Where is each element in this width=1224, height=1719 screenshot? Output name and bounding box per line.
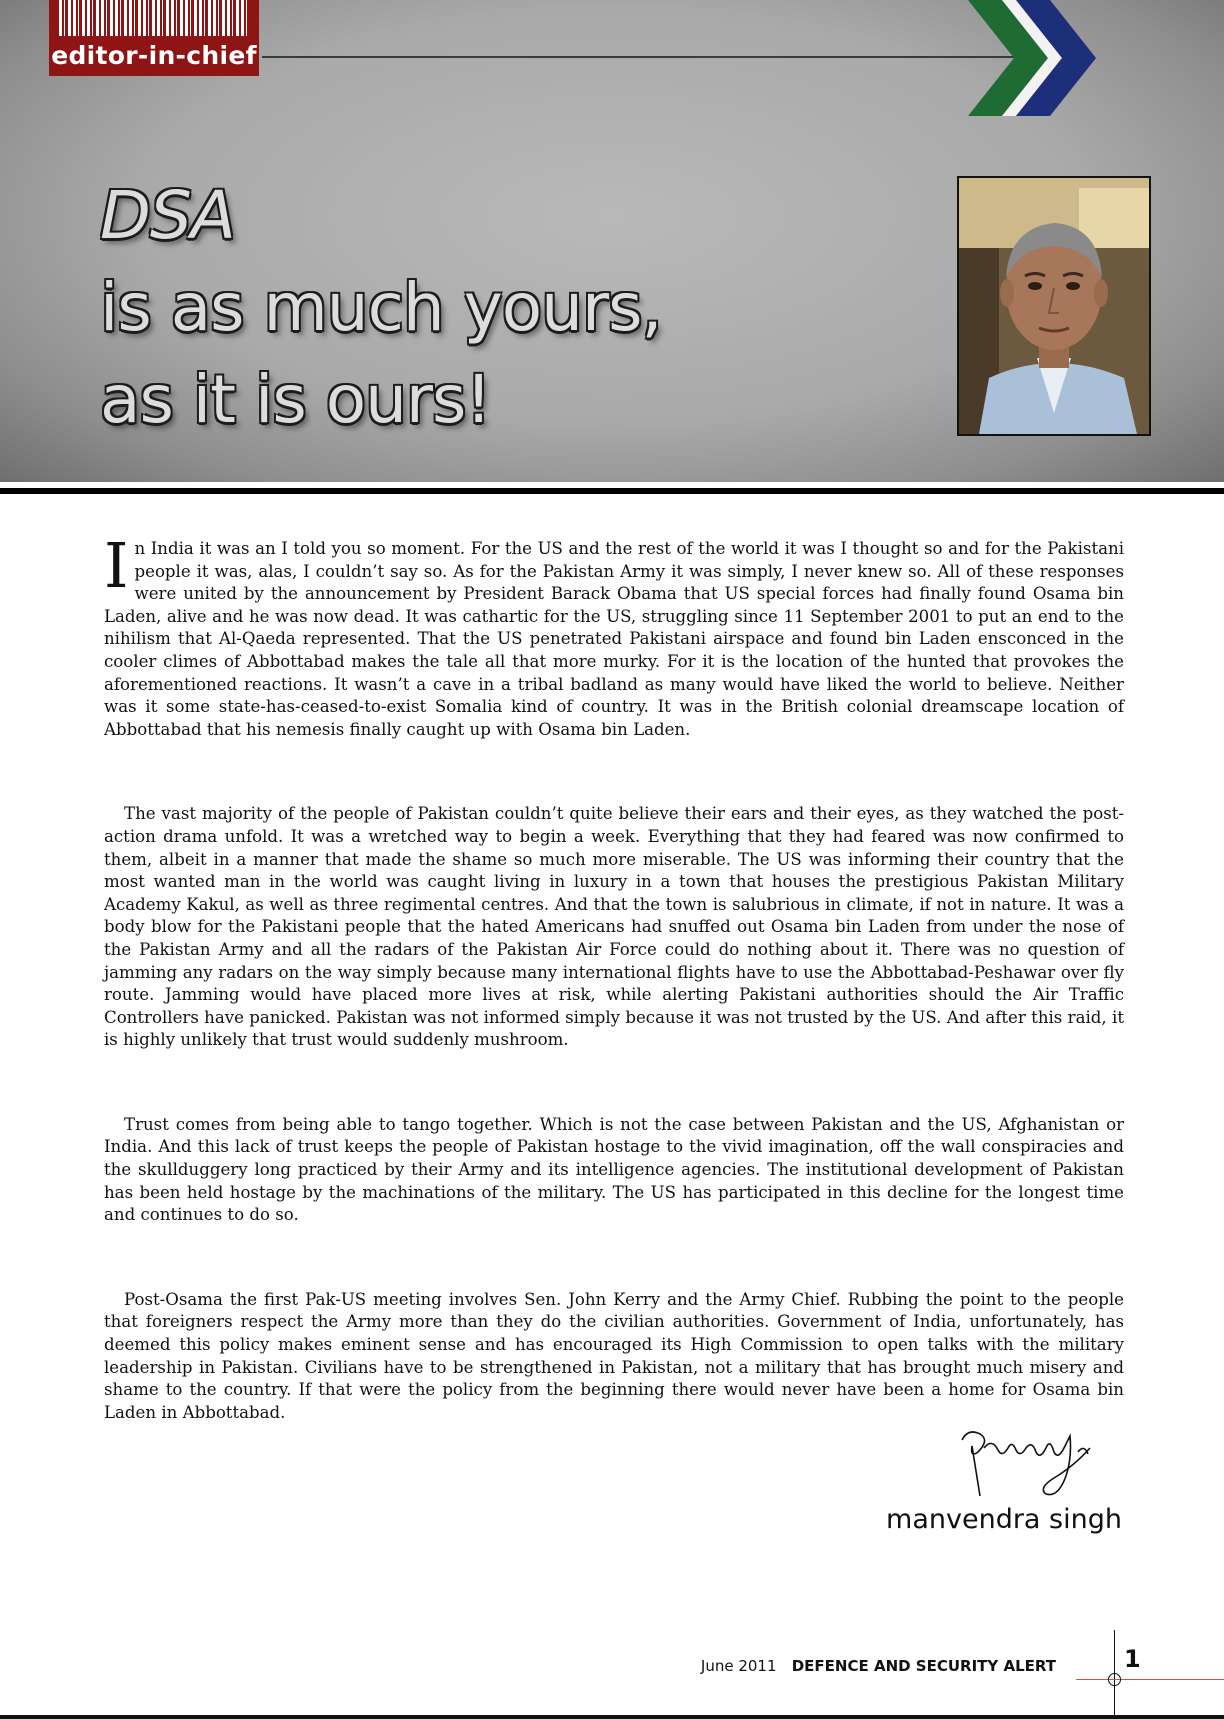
section-badge [49, 0, 259, 76]
masthead-banner [0, 0, 1224, 482]
article-paragraph: The vast majority of the people of Pakistan couldn’t quite believe their ears and their eyes, as they watched the post-action drama unfold. It was a wretched way to begin a week. Everything that they had feared was now confirmed to them, albeit in a manner that made the shame so much more miserable. The US was informing their country that the most wanted man in the world was caught living in luxury in a town that houses the prestigious Pakistan Military Academy Kakul, as well as three regimental centres. And that the town is salubrious in climate, if not in nature. It was a body blow for the Pakistani people that the hated Americans had snuffed out Osama bin Laden from under the nose of the Pakistan Army and all the radars of the Pakistan Air Force could do nothing about it. There was no question of jamming any radars on the way simply because many international flights have to use the Abbottabad-Peshawar over fly route. Jamming would have placed more lives at risk, while alerting Pakistani authorities should the Air Traffic Controllers have panicked. Pakistan was not informed simply because it was not trusted by the US. And after this raid, it is highly unlikely that trust would suddenly mushroom. [104, 804, 1124, 1050]
paragraph-text: n India it was an I told you so moment. For the US and the rest of the world it was I thought so and for the Pakistani people it was, alas, I couldn’t say so. As for the Pakistan Army it was simply, I never knew so. All of these responses were united by the announcement by President Barack Obama that US special forces had finally found Osama bin Laden, alive and he was now dead. It was cathartic for the US, struggling since 11 September 2001 to put an end to the nihilism that Al-Qaeda represented. That the US penetrated Pakistani airspace and found bin Laden ensconced in the cooler climes of Abbottabad makes the tale all that more murky. For it is the location of the hunted that provokes the aforementioned reactions. It wasn’t a cave in a tribal badland as many would have liked the world to believe. Neither was it some state-has-ceased-to-exist Somalia kind of country. It was in the British colonial dreamscape location of Abbottabad that his nemesis finally caught up with Osama bin Laden. [104, 539, 1124, 739]
editor-portrait [957, 176, 1151, 436]
headline-line: is as much yours, [100, 269, 662, 346]
issue-date: June 2011 [700, 1657, 777, 1675]
chevron-arrows-icon [968, 0, 1118, 120]
editor-portrait-photo [959, 178, 1149, 434]
headline [100, 170, 800, 446]
handwritten-signature-icon [950, 1418, 1120, 1508]
article-paragraph [104, 529, 1124, 741]
article-paragraph: Post-Osama the first Pak-US meeting involves Sen. John Kerry and the Army Chief. Rubbing the point to the people that foreigners respect the Army more than they do the civilian authorities. Government of India, unfortunately, has deemed this policy makes eminent sense and has encouraged its High Commission to open talks with the military leadership in Pakistan. Civilians have to be strengthened in Pakistan, not a military that has brought much misery and shame to the country. If that were the policy from the beginning there would never have been a home for Osama bin Laden in Abbottabad. [104, 1289, 1124, 1422]
dropcap: I [104, 529, 129, 602]
section-label: editor-in-chief [51, 41, 257, 70]
registration-mark-icon [1108, 1673, 1121, 1686]
page-number: 1 [1124, 1645, 1141, 1673]
headline-line: as it is ours! [100, 361, 491, 438]
page-footer [701, 1657, 1056, 1675]
crop-mark-horizontal [1076, 1679, 1224, 1680]
editorial-body [104, 529, 1124, 1486]
author-name: manvendra singh [886, 1504, 1122, 1535]
header-rule [0, 488, 1224, 494]
article-paragraph: Trust comes from being able to tango together. Which is not the case between Pakistan and the US, Afghanistan or India. And this lack of trust keeps the people of Pakistan hostage to the vivid imagination, off the wall conspiracies and the skullduggery long practiced by their Army and its intelligence agencies. The institutional development of Pakistan has been held hostage by the machinations of the military. The US has participated in this decline for the longest time and continues to do so. [104, 1114, 1124, 1225]
bottom-rule [0, 1715, 1224, 1719]
header-divider-line [262, 56, 1022, 58]
headline-line: DSA [100, 177, 235, 254]
publication-name: DEFENCE AND SECURITY ALERT [791, 1657, 1056, 1675]
barcode-icon [59, 0, 249, 36]
